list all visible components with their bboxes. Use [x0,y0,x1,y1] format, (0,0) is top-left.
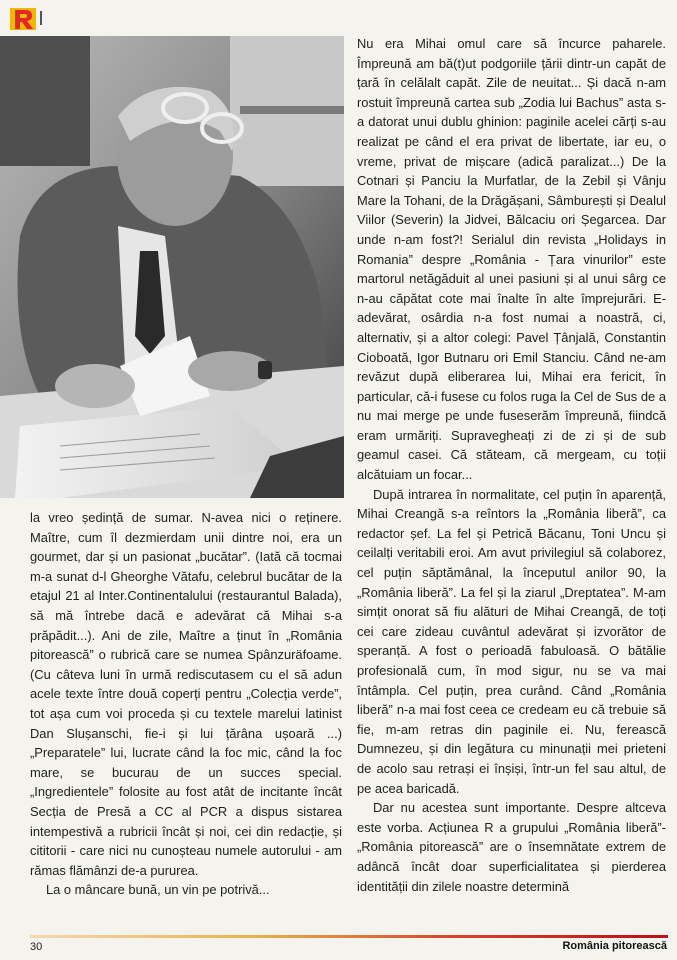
paragraph: la vreo ședință de sumar. N-avea nici o reținere. Maître, cum îl dezmierdam unii dintre noi, era un gourmet, dar și un pasionat „bucătar”. (Iată că tocmai m-a sunat d-l Gheorghe Vătafu, celebrul bucătar de la etajul 21 al Inter.Continentalului (restaurantul Balada), să mă întrebe dacă e adevărat că Mihai s-a prăpădit...). Ani de zile, Maître a ținut în „România pitorească” o rubrică care se numea Spânzuräfoame. (Cu câteva luni în urmă rediscutasem cu el să adun acele texte între două coperți pentru „Colecția verde”, tot așa cum voi proceda și cu textele marelui latinist Dan Slușanschi, fie-i și lui țărâna ușoară ...) „Preparatele” lui, lucrate când la foc mic, când la foc mare, se bucurau de un succes special. „Ingredientele” folosite au fost atât de incitante încât Secția de Presă a CC al PCR a dispus sistarea intempestivă a rubricii încât și noi, cei din redacție, și cititorii - care nici nu cunoșteau numele autorului - am rămas flămânzi de-a pururea. [30,510,342,878]
photo-man-reading-documents-icon [0,36,344,498]
magazine-name: România pitorească [562,940,667,952]
paragraph: Nu era Mihai omul care să încurce paharele. Împreună am bă(t)ut podgoriile țării dintr-un capăt de țară în celălalt capăt. Zile de neuitat... Și dacă n-am rostuit împreună cartea sub „Zodia lui Bachus” asta s-a datorat unui dublu ghinion: paginile acelei cărți s-au realizat pe când el era privat de libertate, iar eu, o vreme, privat de mișcare (adică paralizat...) De la Cotnari și Panciu la Murfatlar, de la Zebil și Vânju Mare la Tohani, de la Drăgășani, Sâmburești și Dealul Viilor (Severin) la Jidvei, Bălcaciu ori Șegarcea. Dar unde n-am fost?! Serialul din revista „Holidays in Romania” despre „România - Țara vinurilor” este martorul netăgăduit al unei pasiuni și al unui sârg ce n-au căpătat cote mai înalte în alte împrejurări. E-adevărat, osârdia n-a fost numai a noastră, ci, alternativ, și a altor colegi: Pavel Țânjală, Constantin Cioboată, Igor Butnaru ori Emil Stanciu. Când ne-am revăzut după eliberarea lui, Mihai era fericit, în particular, că-i fusese cu folos ruga la Cel de Sus de a nu mai merge pe unde fuseserăm împreună, fiindcă eram urmăriți. Supravegheați zi de zi și de sub geamul casei. Că stăteam, că mergeam, cu toții alcătuiam un focar... [357,36,666,483]
article-photo [0,36,344,498]
paragraph: După intrarea în normalitate, cel puțin în aparență, Mihai Creangă s-a reîntors la „România liberă”, ca redactor șef. La fel și Petrică Băcanu, Toni Uncu și ceilalți veritabili eroi. Am avut privilegiul să colaborez, cel puțin săptămânal, la începutul anilor 90, la „România liberă”. La fel și la ziarul „Dreptatea”. M-am simțit onorat să fiu alături de Mihai Creangă, de toți cei care zideau cuvântul adevărat și izvorător de speranță. A fost o perioadă fabuloasă. O bătălie profesională cum, în mod sigur, nu se va mai întâmpla. Cel puțin, prea curând. Când „România liberă” n-a mai fost ceea ce credeam eu că trebuie să fie, m-am retras din paginile ei. Nu, ferească Dumnezeu, și din legătura cu minunații mei prieteni de acolo sau retrași ei înșiși, într-un fel sau altul, de pe acea baricadă. [357,486,666,796]
paragraph: Dar nu acestea sunt importante. Despre altceva este vorba. Acțiunea R a grupului „România liberă”-„România pitorească” are o însemnătate extrem de adâncă încât doar superficialitatea și pierderea identității din zilele noastre determină [357,800,666,894]
paragraph: La o mâncare bună, un vin pe potrivă... [46,882,270,898]
header-divider [40,11,42,25]
article-column-right [357,34,666,896]
page-number: 30 [30,941,43,953]
article-column-left [30,508,342,900]
footer-divider [30,935,668,938]
magazine-logo-icon [10,8,36,30]
